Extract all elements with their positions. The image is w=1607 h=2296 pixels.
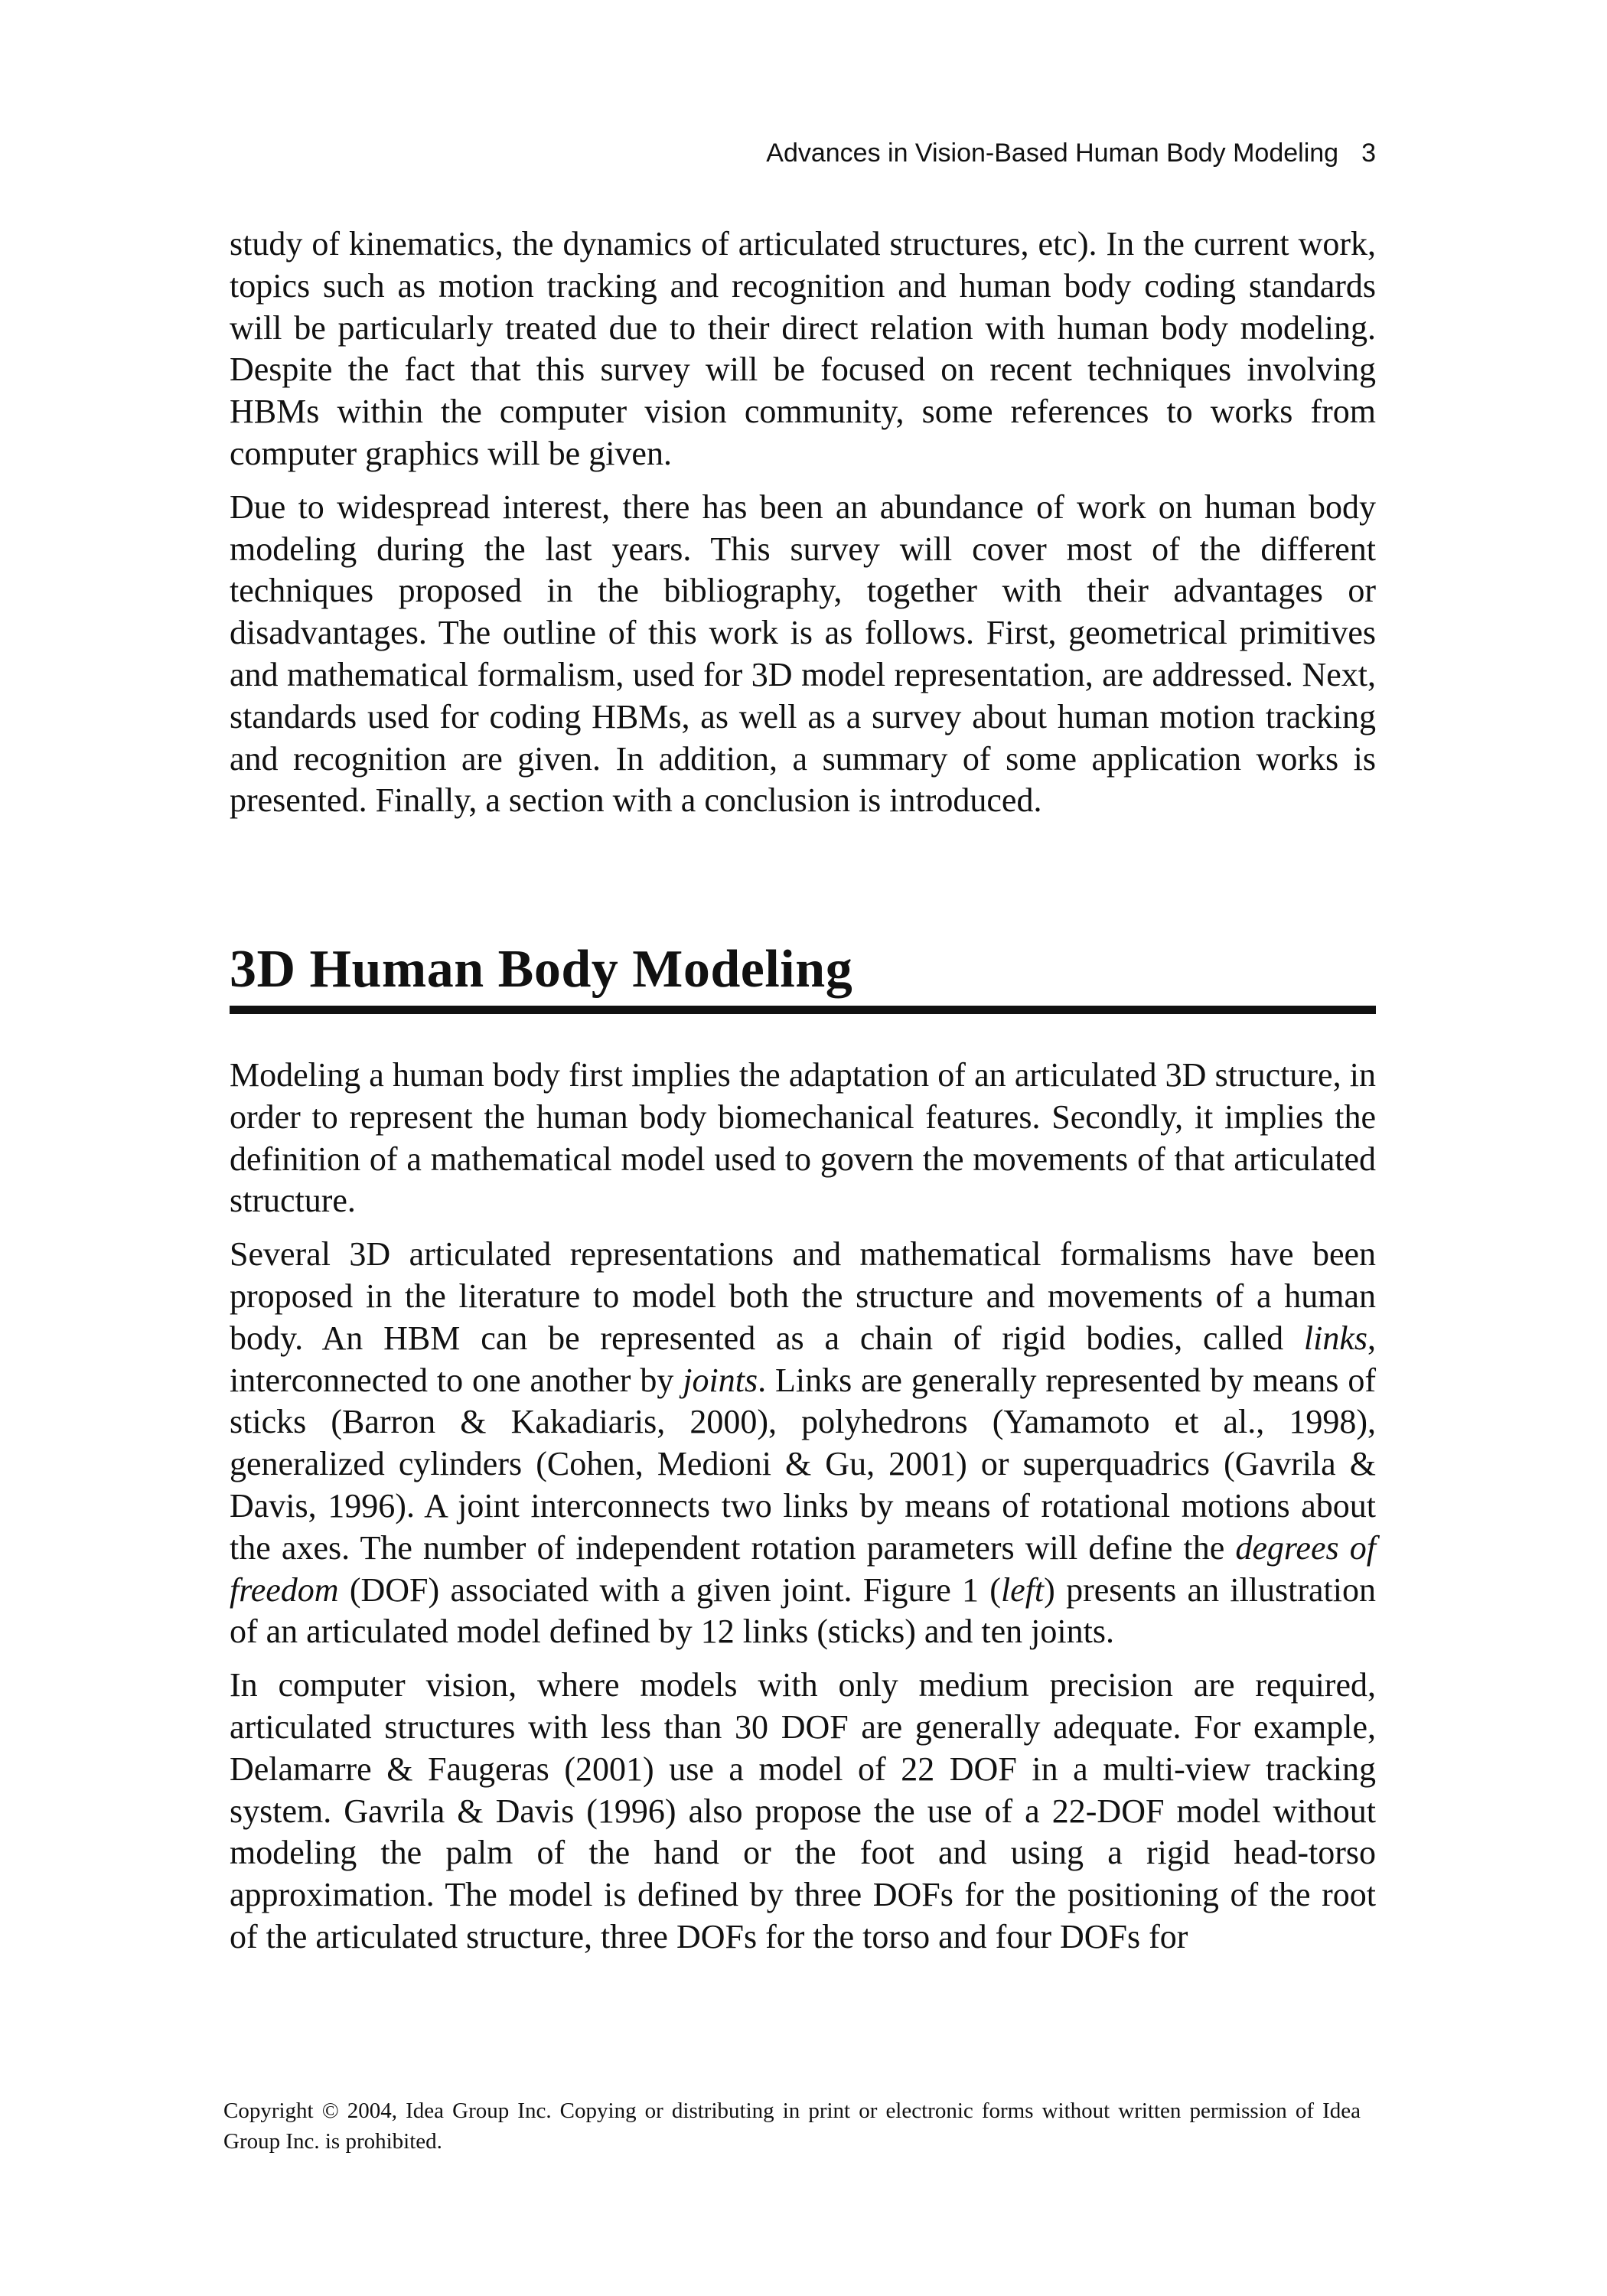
section-text-block — [230, 1055, 1376, 1970]
paragraph: In computer vision, where models with only medium precision are required, articulated structures with less than 30 DOF are generally adequate. For example, Delamarre & Faugeras (2001) use a model of 22 DOF in a multi-view tracking system. Gavrila & Davis (1996) also propose the use of a 22-DOF model without modeling the palm of the hand or the foot and using a rigid head-torso approximation. The model is defined by three DOFs for the positioning of the root of the articulated structure, three DOFs for the torso and four DOFs for — [230, 1666, 1376, 1955]
paragraph — [230, 1234, 1376, 1653]
intro-text-block — [230, 223, 1376, 833]
text-run: Several 3D articulated representations and mathematical formalisms have been proposed in the literature to model both the structure and movements of a human body. An HBM can be represented as a chain of rigid bodies, called — [230, 1235, 1376, 1357]
italic-term-joints: joints — [683, 1361, 758, 1399]
section-title: 3D Human Body Modeling — [230, 940, 853, 999]
page-number: 3 — [1361, 139, 1376, 168]
section-heading — [230, 935, 1376, 1014]
paragraph: Modeling a human body first implies the adaptation of an articulated 3D structure, in order to represent the human body biomechanical features. Secondly, it implies the definition of a mathematical model used to govern the movements of that articulated structure. — [230, 1056, 1376, 1220]
running-title: Advances in Vision-Based Human Body Modeling — [766, 139, 1339, 168]
text-run: ) presents an illustration of an articulated model defined by 12 links (sticks) and ten joints. — [230, 1570, 1376, 1651]
text-run: . Links are generally represented by means of sticks (Barron & Kakadiaris, 2000), polyhedrons (Yamamoto et al., 1998), generalized cylinders (Cohen, Medioni & Gu, 2001) or superquadrics (Gavrila & Davis, 1996). A joint interconnects two links by means of rotational motions about the axes. The number of independent rotation parameters will define the — [230, 1361, 1376, 1567]
text-run: (DOF) associated with a given joint. Figure 1 ( — [338, 1570, 1001, 1609]
text-run: , interconnected to one another by — [230, 1319, 1376, 1399]
copyright-notice: Copyright © 2004, Idea Group Inc. Copying or distributing in print or electronic forms without written permission of Idea Group Inc. is prohibited. — [223, 2099, 1361, 2154]
italic-term-left: left — [1000, 1570, 1045, 1609]
italic-term-degrees-of-freedom: degrees of freedom — [230, 1528, 1376, 1609]
paragraph: study of kinematics, the dynamics of articulated structures, etc). In the current work, topics such as motion tracking and recognition and human body coding standards will be particularly treated due to their direct relation with human body modeling. Despite the fact that this survey will be focused on recent techniques involving HBMs within the computer vision community, some references to works from computer graphics will be given. — [230, 225, 1376, 472]
running-header — [230, 136, 1376, 170]
paragraph: Due to widespread interest, there has been an abundance of work on human body modeling during the last years. This survey will cover most of the different techniques proposed in the bibliography, together with their advantages or disadvantages. The outline of this work is as follows. First, geometrical primitives and mathematical formalism, used for 3D model representation, are addressed. Next, standards used for coding HBMs, as well as a survey about human motion tracking and recognition are given. In addition, a summary of some application works is presented. Finally, a section with a conclusion is introduced. — [230, 488, 1376, 820]
italic-term-links: links — [1303, 1319, 1367, 1357]
